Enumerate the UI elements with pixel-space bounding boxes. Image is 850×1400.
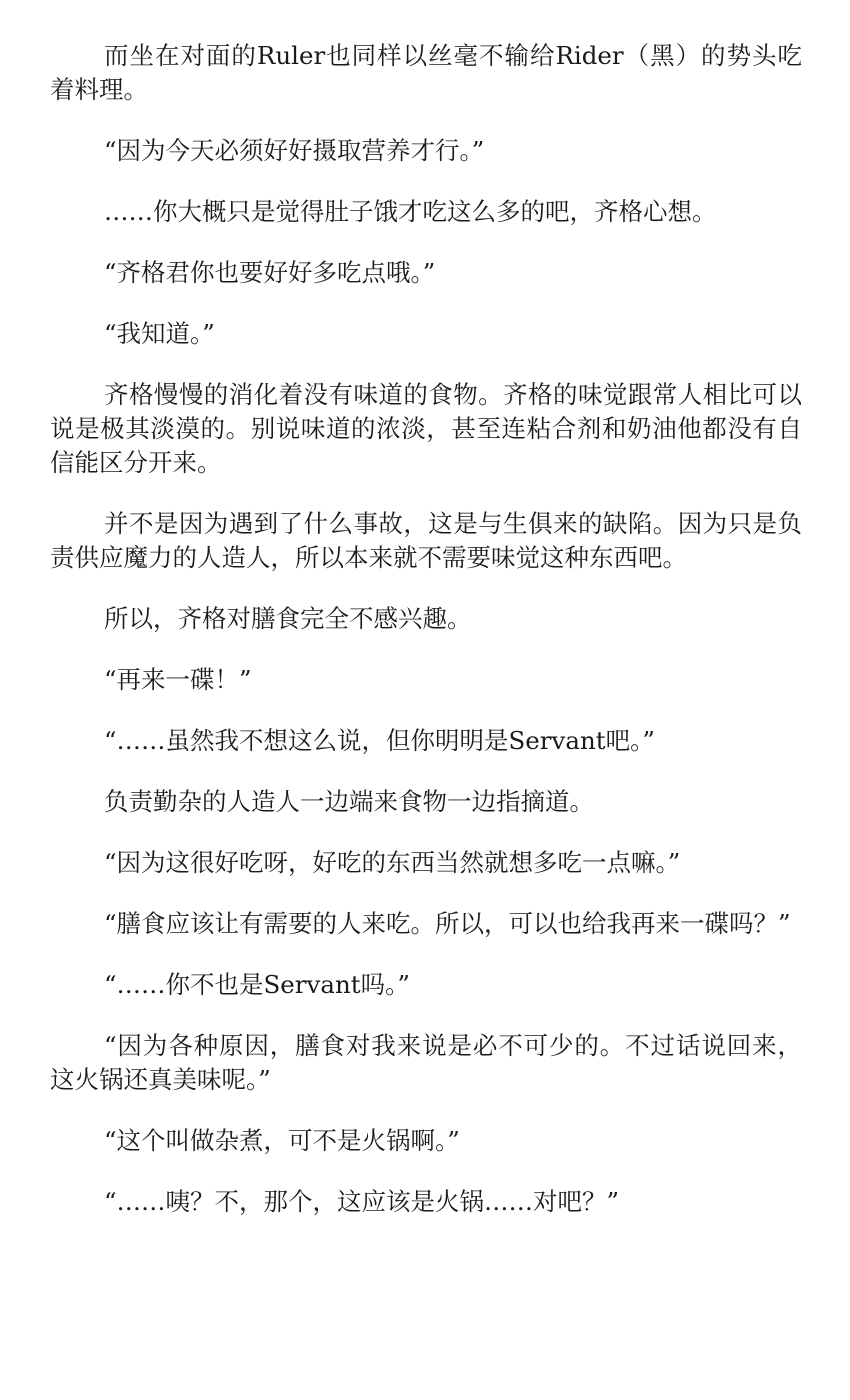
paragraph: “……你不也是Servant吗。” bbox=[104, 970, 410, 999]
paragraph: 齐格慢慢的消化着没有味道的食物。齐格的味觉跟常人相比可以说是极其淡漠的。别说味道的浓淡，甚至连粘合剂和奶油他都没有自信能区分开来。 bbox=[50, 380, 802, 477]
paragraph: ……你大概只是觉得肚子饿才吃这么多的吧，齐格心想。 bbox=[104, 197, 717, 226]
paragraph: “我知道。” bbox=[104, 319, 215, 348]
paragraph: “因为今天必须好好摄取营养才行。” bbox=[104, 136, 485, 165]
paragraph: 并不是因为遇到了什么事故，这是与生俱来的缺陷。因为只是负责供应魔力的人造人，所以本来就不需要味觉这种东西吧。 bbox=[50, 509, 802, 572]
paragraph: “……虽然我不想这么说，但你明明是Servant吧。” bbox=[104, 726, 655, 755]
paragraph: “这个叫做杂煮，可不是火锅啊。” bbox=[104, 1126, 460, 1155]
paragraph: “膳食应该让有需要的人来吃。所以，可以也给我再来一碟吗？” bbox=[104, 909, 791, 938]
paragraph: “因为这很好吃呀，好吃的东西当然就想多吃一点嘛。” bbox=[104, 848, 681, 877]
paragraph: “齐格君你也要好好多吃点哦。” bbox=[104, 258, 436, 287]
paragraph: 而坐在对面的Ruler也同样以丝毫不输给Rider（黑）的势头吃着料理。 bbox=[50, 41, 802, 104]
paragraph: 负责勤杂的人造人一边端来食物一边指摘道。 bbox=[104, 787, 594, 816]
paragraph: “因为各种原因，膳食对我来说是必不可少的。不过话说回来，这火锅还真美味呢。” bbox=[50, 1031, 802, 1094]
paragraph: “再来一碟！” bbox=[104, 665, 252, 694]
paragraph: 所以，齐格对膳食完全不感兴趣。 bbox=[104, 604, 472, 633]
paragraph: “……咦？不，那个，这应该是火锅……对吧？” bbox=[104, 1187, 620, 1216]
